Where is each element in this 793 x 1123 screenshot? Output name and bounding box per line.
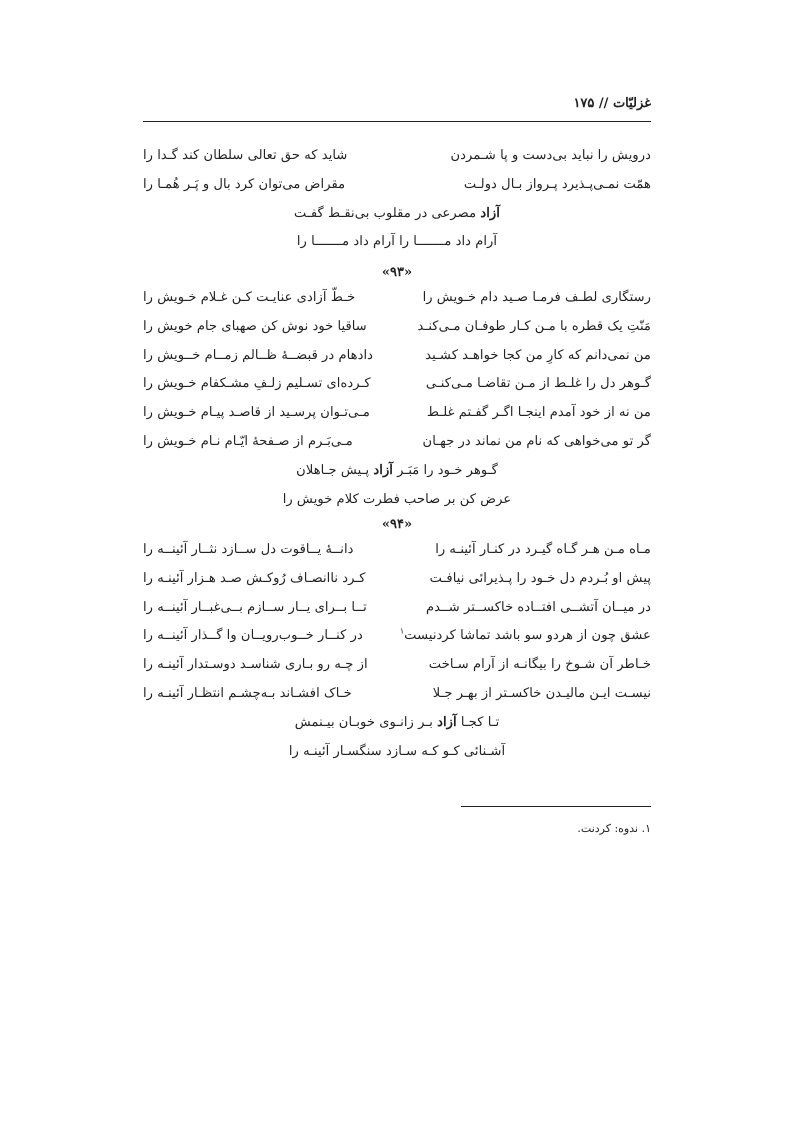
second-hemistich: از چـه رو بـاری شناسـد دوسـتدار آئینـه را bbox=[143, 657, 368, 673]
second-hemistich: کـرده‌ای تسـلیم زلـفِ مشـکفام خـویش را bbox=[143, 376, 371, 392]
first-hemistich: رستگاری لطـف فرمـا صـید دام خـویش را bbox=[422, 290, 651, 305]
poet-pen-name: آزاد bbox=[437, 714, 457, 730]
header-rule bbox=[143, 121, 651, 122]
second-hemistich: تــا بــرای یــار ســازم بــی‌غبــار آئینــه را bbox=[143, 599, 367, 615]
ghazal-number: «۹۳» bbox=[381, 265, 413, 280]
ghazal-94 bbox=[143, 514, 651, 766]
first-hemistich: من نمی‌دانم که کارِ من کجا خواهـد کشـید bbox=[425, 347, 651, 363]
running-header bbox=[143, 96, 651, 120]
footnote-rule bbox=[461, 806, 651, 807]
couplet bbox=[143, 680, 651, 709]
couplet bbox=[143, 536, 651, 565]
second-hemistich: دادهام در قبضــهٔ ظــالم زمــام خــویش را bbox=[143, 347, 374, 363]
ghazal-continuation bbox=[143, 142, 651, 257]
couplet bbox=[143, 370, 651, 399]
couplet bbox=[143, 594, 651, 623]
couplet bbox=[143, 342, 651, 371]
couplet bbox=[143, 565, 651, 594]
first-hemistich: مـاه مـن هـر گـاه گیـرد در کنـار آئینـه را bbox=[435, 542, 651, 557]
couplet bbox=[143, 651, 651, 680]
footnote-marker: ۱ bbox=[399, 627, 405, 636]
first-hemistich: من نه از خود آمدم اینجـا اگـر گفـتم غلـط bbox=[426, 405, 651, 421]
ghazal-93 bbox=[143, 262, 651, 514]
second-hemistich: مـی‌بَـرم از صـفحهٔ ایّـام نـام خـویش را bbox=[143, 433, 353, 449]
first-hemistich: پیش او بُـردم دل خـود را پـذیرائی نیافـت bbox=[429, 570, 651, 586]
second-hemistich: دانــهٔ یــاقوت دل ســازد نثــار آئینــه را bbox=[143, 542, 354, 557]
couplet bbox=[143, 399, 651, 428]
first-hemistich: نیسـت ایـن مالیـدن خاکسـتر از بهـر جـلا bbox=[432, 685, 651, 701]
second-hemistich: خـاک افشـاند بـه‌چشـم انتظـار آئینـه را bbox=[143, 685, 352, 701]
couplet bbox=[143, 171, 651, 200]
first-hemistich: درویش را نباید بی‌دست و پا شـمردن bbox=[450, 148, 651, 163]
closing-line: آشـنائی کـو کـه سـازد سنگسـار آئینـه را bbox=[288, 743, 506, 759]
closing-line: تـا کجـا آزاد بـر زانـوی خوبـان بیـنمش bbox=[294, 714, 500, 730]
second-hemistich: ساقیا خود نوش کن صهبای جام خویش را bbox=[143, 318, 367, 334]
footnote: ۱. ندوه: کردنت. bbox=[577, 822, 651, 835]
second-hemistich: شاید که حق تعالی سلطان کند گـدا را bbox=[143, 148, 348, 163]
first-hemistich: عشق چون از هردو سو باشد تماشا کردنیست$^۱$ bbox=[399, 627, 651, 644]
first-hemistich: در میــان آتشــی افتــاده خاکســتر شــدم bbox=[425, 599, 651, 615]
first-hemistich: گـوهر دل را غلـط از مـن تقاضـا مـی‌کنـی bbox=[425, 376, 651, 392]
couplet bbox=[143, 428, 651, 457]
second-hemistich: خـطّ آزادی عنایـت کـن غـلام خـویش را bbox=[143, 290, 356, 305]
ghazal-number: «۹۴» bbox=[381, 517, 413, 532]
first-hemistich: گر تو می‌خواهی که نام من نماند در جهـان bbox=[422, 433, 651, 449]
second-hemistich: در کنــار خــوب‌رویــان وا گــذار آئینــه را bbox=[143, 628, 363, 644]
couplet bbox=[143, 313, 651, 342]
running-title: غزلیّات // ۱۷۵ bbox=[573, 96, 651, 111]
closing-line: عرض کن بر صاحب فطرت کلام خویش را bbox=[282, 491, 512, 507]
couplet bbox=[143, 142, 651, 171]
poet-pen-name: آزاد bbox=[480, 205, 500, 221]
couplet bbox=[143, 284, 651, 313]
closing-line: گـوهر خـود را مَبَـر آزاد پـیش جـاهلان bbox=[296, 462, 498, 478]
first-hemistich: خـاطر آن شـوخ را بیگانـه از آرام سـاخت bbox=[428, 657, 651, 673]
couplet bbox=[143, 622, 651, 651]
closing-line: آزاد مصرعی در مقلوب بی‌نقـط گفـت bbox=[294, 205, 500, 221]
second-hemistich: مقراض می‌توان کرد بال و پَـر هُمـا را bbox=[143, 176, 346, 192]
first-hemistich: مَنّتِ یک قطره با مـن کـار طوفـان مـی‌کنـد bbox=[417, 318, 651, 334]
first-hemistich: همّت نمـی‌پـذیرد پـرواز بـال دولـت bbox=[463, 176, 651, 192]
poet-pen-name: آزاد bbox=[373, 462, 393, 478]
second-hemistich: مـی‌تـوان پرسـید از قاصـد پیـام خـویش را bbox=[143, 405, 370, 421]
closing-line: آرام داد مـــــــا را آرام داد مـــــــا را bbox=[296, 234, 498, 250]
second-hemistich: کـرد ناانصـاف رُوکـش صـد هـزار آئینـه را bbox=[143, 570, 366, 586]
